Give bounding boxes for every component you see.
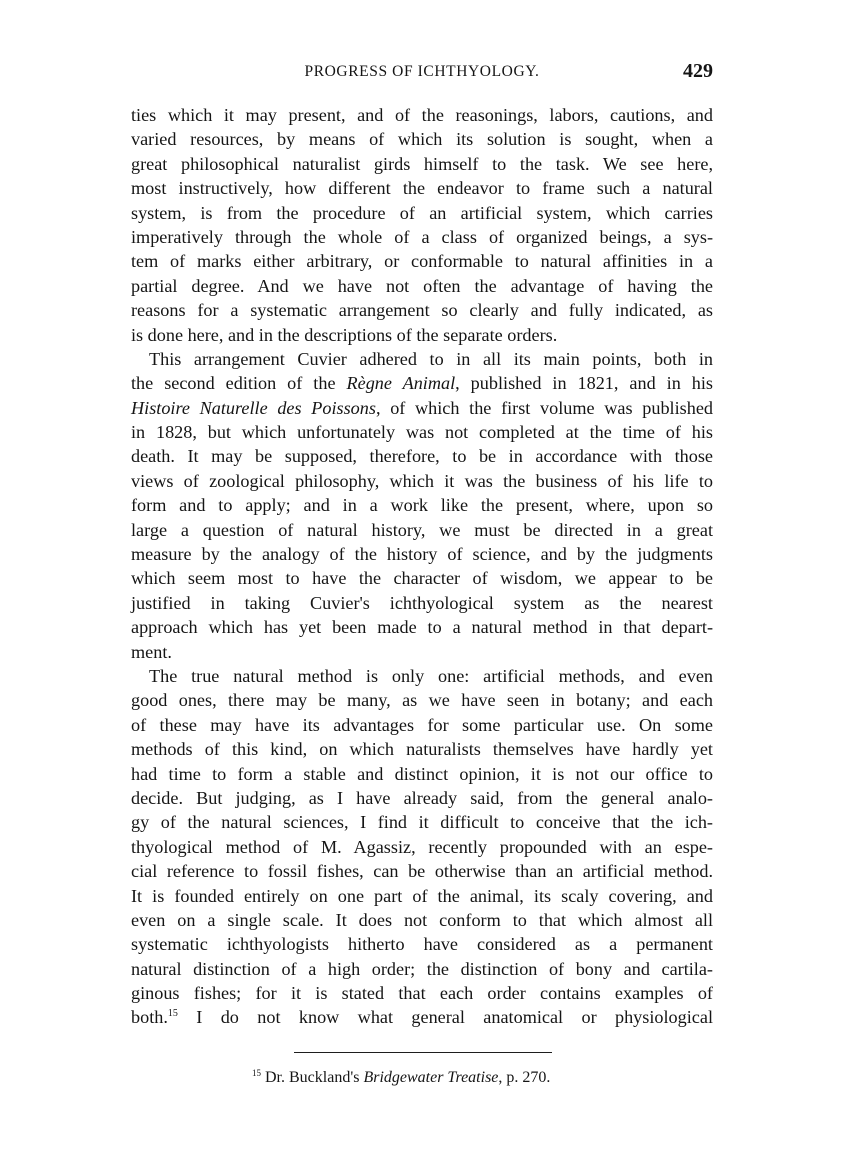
text-line: thyological method of M. Agassiz, recently propounded with an espe-: [131, 836, 713, 857]
text-run: both.: [131, 1007, 168, 1028]
body-text: [131, 103, 713, 1030]
text-line: imperatively through the whole of a class of organized beings, a sys-: [131, 226, 713, 247]
running-title: PROGRESS OF ICHTHYOLOGY.: [304, 63, 540, 80]
text-line: [131, 371, 713, 395]
text-line: cial reference to fossil fishes, can be otherwise than an artificial method.: [131, 861, 713, 882]
text-line: [131, 1005, 713, 1029]
text-line: system, is from the procedure of an artificial system, which carries: [131, 202, 713, 223]
text-line: ties which it may present, and of the reasonings, labors, cautions, and: [131, 105, 713, 125]
text-line: death. It may be supposed, therefore, to be in accordance with those: [131, 446, 713, 467]
text-line: in 1828, but which unfortunately was not completed at the time of his: [131, 422, 713, 443]
text-line: methods of this kind, on which naturalists themselves have hardly yet: [131, 739, 713, 760]
text-run: , of which the first volume was published: [375, 397, 713, 418]
text-line: It is founded entirely on one part of the animal, its scaly covering, and: [131, 885, 713, 906]
footnote-reference: 15: [167, 1008, 178, 1020]
footnote-text: Dr. Buckland's: [261, 1069, 364, 1086]
text-line: is done here, and in the descriptions of the separate orders.: [131, 324, 558, 345]
footnote-divider: [294, 1052, 552, 1053]
text-run: I do not know what general anatomical or physiological: [177, 1007, 713, 1028]
text-line: great philosophical naturalist girds himself to the task. We see here,: [131, 153, 713, 174]
text-line: tem of marks either arbitrary, or conformable to natural affinities in a: [131, 251, 713, 272]
text-line: ment.: [131, 641, 172, 662]
footnote: [252, 1069, 652, 1087]
text-line: views of zoological philosophy, which it was the business of his life to: [131, 470, 713, 491]
text-line: systematic ichthyologists hitherto have considered as a permanent: [131, 934, 713, 955]
text-line: decide. But judging, as I have already said, from the general analo-: [131, 787, 713, 808]
text-line: natural distinction of a high order; the distinction of bony and cartila-: [131, 958, 713, 979]
text-line: ginous fishes; for it is stated that each order contains examples of: [131, 983, 713, 1004]
text-line: This arrangement Cuvier adhered to in all its main points, both in: [149, 348, 713, 369]
text-line: The true natural method is only one: artificial methods, and even: [149, 665, 713, 686]
work-title-regne-animal: Règne Animal: [346, 373, 456, 394]
text-line: reasons for a systematic arrangement so clearly and fully indicated, as: [131, 300, 713, 321]
text-line: varied resources, by means of which its solution is sought, when a: [131, 129, 713, 150]
text-line: most instructively, how different the endeavor to frame such a natural: [131, 178, 713, 199]
text-line: measure by the analogy of the history of science, and by the judgments: [131, 544, 713, 565]
text-run: , published in 1821, and in his: [455, 373, 714, 394]
text-run: the second edition of the: [131, 373, 347, 394]
text-line: even on a single scale. It does not conform to that which almost all: [131, 909, 713, 930]
running-head: [131, 60, 713, 86]
text-line: justified in taking Cuvier's ichthyological system as the nearest: [131, 592, 713, 613]
text-line: gy of the natural sciences, I find it difficult to conceive that the ich-: [131, 812, 713, 833]
footnote-text: , p. 270.: [498, 1069, 551, 1086]
text-line: had time to form a stable and distinct opinion, it is not our office to: [131, 763, 713, 784]
footnote-marker: 15: [252, 1068, 261, 1078]
text-line: [131, 396, 713, 420]
page-number: 429: [683, 60, 713, 82]
text-line: of these may have its advantages for some particular use. On some: [131, 714, 713, 735]
text-line: which seem most to have the character of wisdom, we appear to be: [131, 568, 713, 589]
text-line: good ones, there may be many, as we have seen in botany; and each: [131, 690, 713, 711]
text-line: large a question of natural history, we must be directed in a great: [131, 519, 713, 540]
text-line: partial degree. And we have not often the advantage of having the: [131, 275, 713, 296]
work-title-histoire-poissons: Histoire Naturelle des Poissons: [131, 397, 376, 418]
footnote-work-title: Bridgewater Treatise: [363, 1069, 499, 1086]
text-line: form and to apply; and in a work like the present, where, upon so: [131, 495, 713, 516]
text-line: approach which has yet been made to a natural method in that depart-: [131, 617, 713, 638]
